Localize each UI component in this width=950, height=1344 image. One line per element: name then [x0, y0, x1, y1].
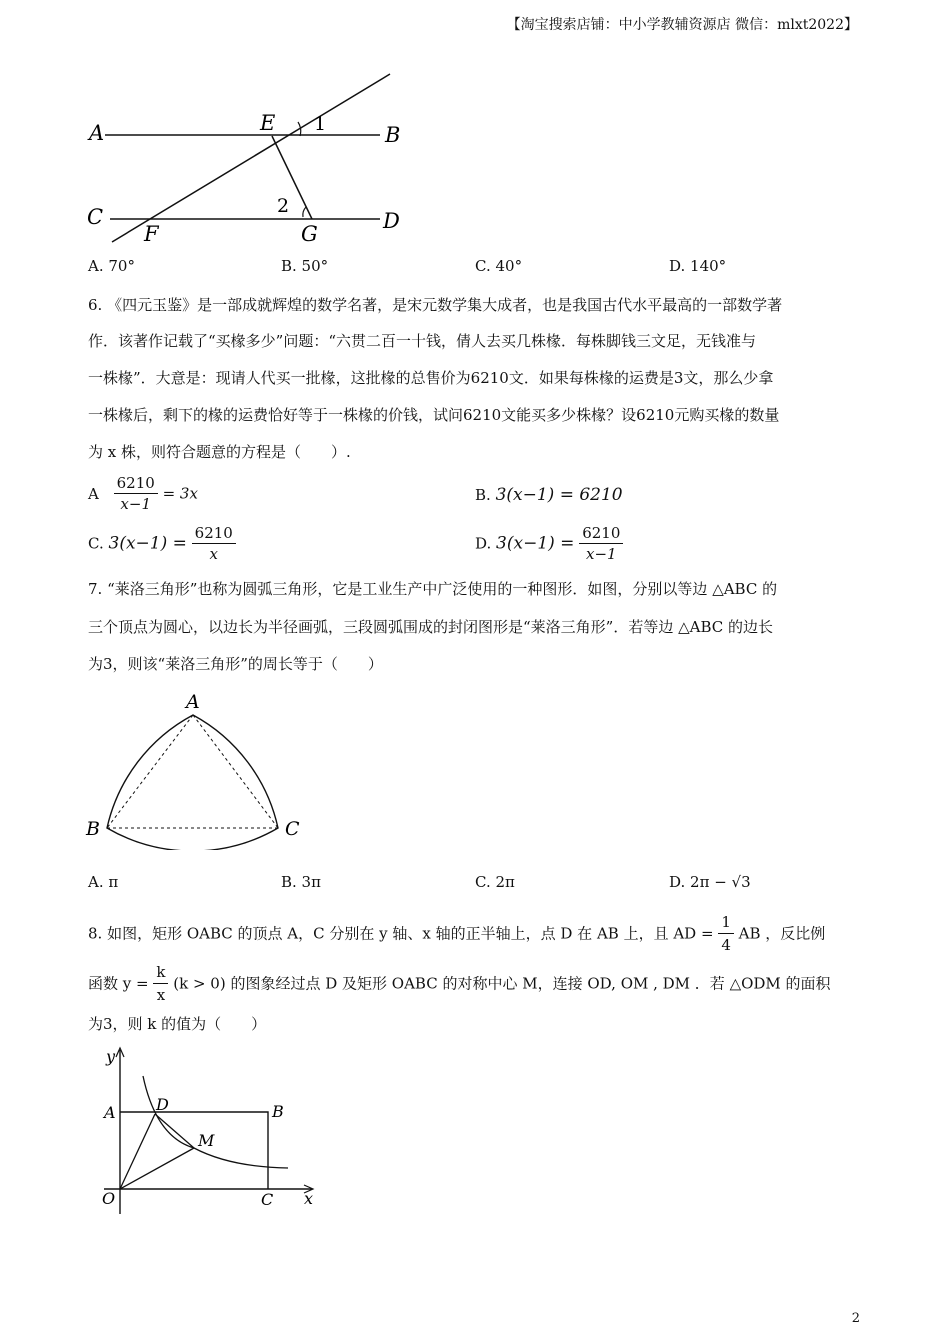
segment-od [120, 1114, 155, 1189]
q6-line-3: 一株椽”．大意是：现请人代买一批椽，这批椽的总售价为6210文．如果每株椽的运费是3文，那么少拿 [88, 369, 774, 387]
reuleaux-triangle-figure [80, 688, 310, 850]
label-angle-1: 1 [314, 113, 327, 135]
label-f: F [144, 222, 159, 246]
label-a: A [186, 691, 200, 713]
label-d: D [383, 209, 400, 233]
q6-option-d: D. 3(x−1) = $\frac{6210}{x-1}$ [475, 524, 623, 563]
label-a: A [89, 121, 105, 145]
label-b: B [86, 818, 100, 840]
segment-om [120, 1148, 194, 1189]
label-a: A [104, 1103, 116, 1122]
label-y: y [106, 1047, 116, 1066]
page-header: 【淘宝搜索店铺：中小学教辅资源店 微信：mlxt2022】 [506, 17, 858, 33]
q5-option-d: D. 140° [669, 257, 727, 275]
label-b: B [385, 123, 401, 147]
q6-line-4: 一株椽后，剩下的椽的运费恰好等于一株椽的价钱，试问6210文能买多少株椽？设6210元购买椽的数量 [88, 406, 780, 424]
q5-option-c: C. 40° [475, 257, 523, 275]
q7-option-b: B. 3π [281, 873, 321, 891]
q7-line-2: 三个顶点为圆心，以边长为半径画弧，三段圆弧围成的封闭图形是“莱洛三角形”．若等边 △ABC 的边长 [88, 618, 774, 636]
label-c: C [87, 205, 104, 229]
q6-option-a: A $\frac{6210}{x-1}$ = 3x [88, 474, 198, 513]
q7-option-d: D. 2π − √3 [669, 873, 751, 891]
label-d: D [156, 1095, 169, 1114]
q5-option-a: A. 70° [88, 257, 135, 275]
q6-option-b: B. 3(x−1) = 6210 [475, 485, 623, 505]
q6-line-5: 为 x 株，则符合题意的方程是（ ）. [88, 443, 351, 461]
dashed-side-ac [193, 715, 278, 828]
angle-2-arc [303, 207, 306, 217]
q6-line-2: 作．该著作记载了“买椽多少”问题：“六贯二百一十钱，倩人去买几株椽．每株脚钱三文足，无钱准与 [88, 332, 757, 350]
q8-line-1: 8. 如图，矩形 OABC 的顶点 A，C 分别在 y 轴、x 轴的正半轴上，点 D 在 AB 上，且 AD = $\frac{1}{4}$ AB ，反比例 [88, 913, 826, 954]
transversal-line [112, 74, 390, 242]
q7-line-3: 为3，则该“莱洛三角形”的周长等于（ ） [88, 655, 383, 673]
dashed-side-ab [107, 715, 193, 828]
q8-line-2: 函数 y = $\frac{k}{x}$ (k > 0) 的图象经过点 D 及矩形 OABC 的对称中心 M，连接 OD, OM , DM ．若 △ODM 的面积 [88, 963, 831, 1004]
parallel-lines-figure [80, 66, 410, 246]
q7-option-c: C. 2π [475, 873, 515, 891]
label-c: C [285, 818, 300, 840]
q7-option-a: A. π [88, 873, 119, 891]
label-e: E [260, 111, 276, 135]
label-angle-2: 2 [277, 195, 290, 217]
label-m: M [198, 1131, 215, 1150]
q6-line-1: 6. 《四元玉鉴》是一部成就辉煌的数学名著，是宋元数学集大成者，也是我国古代水平最高的一部数学著 [88, 296, 783, 314]
label-b: B [272, 1102, 284, 1121]
label-o: O [102, 1189, 116, 1208]
q8-line-3: 为3，则 k 的值为（ ） [88, 1015, 267, 1033]
reuleaux-outline [107, 715, 278, 850]
q7-line-1: 7. “莱洛三角形”也称为圆弧三角形，它是工业生产中广泛使用的一种图形．如图，分别以等边 △ABC 的 [88, 580, 778, 598]
segment-dm [155, 1114, 194, 1148]
label-g: G [301, 222, 318, 246]
label-x: x [304, 1189, 314, 1208]
coordinate-figure [90, 1042, 330, 1222]
rectangle-oabc [120, 1112, 268, 1189]
label-c: C [261, 1190, 274, 1209]
q5-option-b: B. 50° [281, 257, 329, 275]
page-number: 2 [851, 1311, 860, 1326]
q6-option-c: C. 3(x−1) = $\frac{6210}{x}$ [88, 524, 236, 563]
